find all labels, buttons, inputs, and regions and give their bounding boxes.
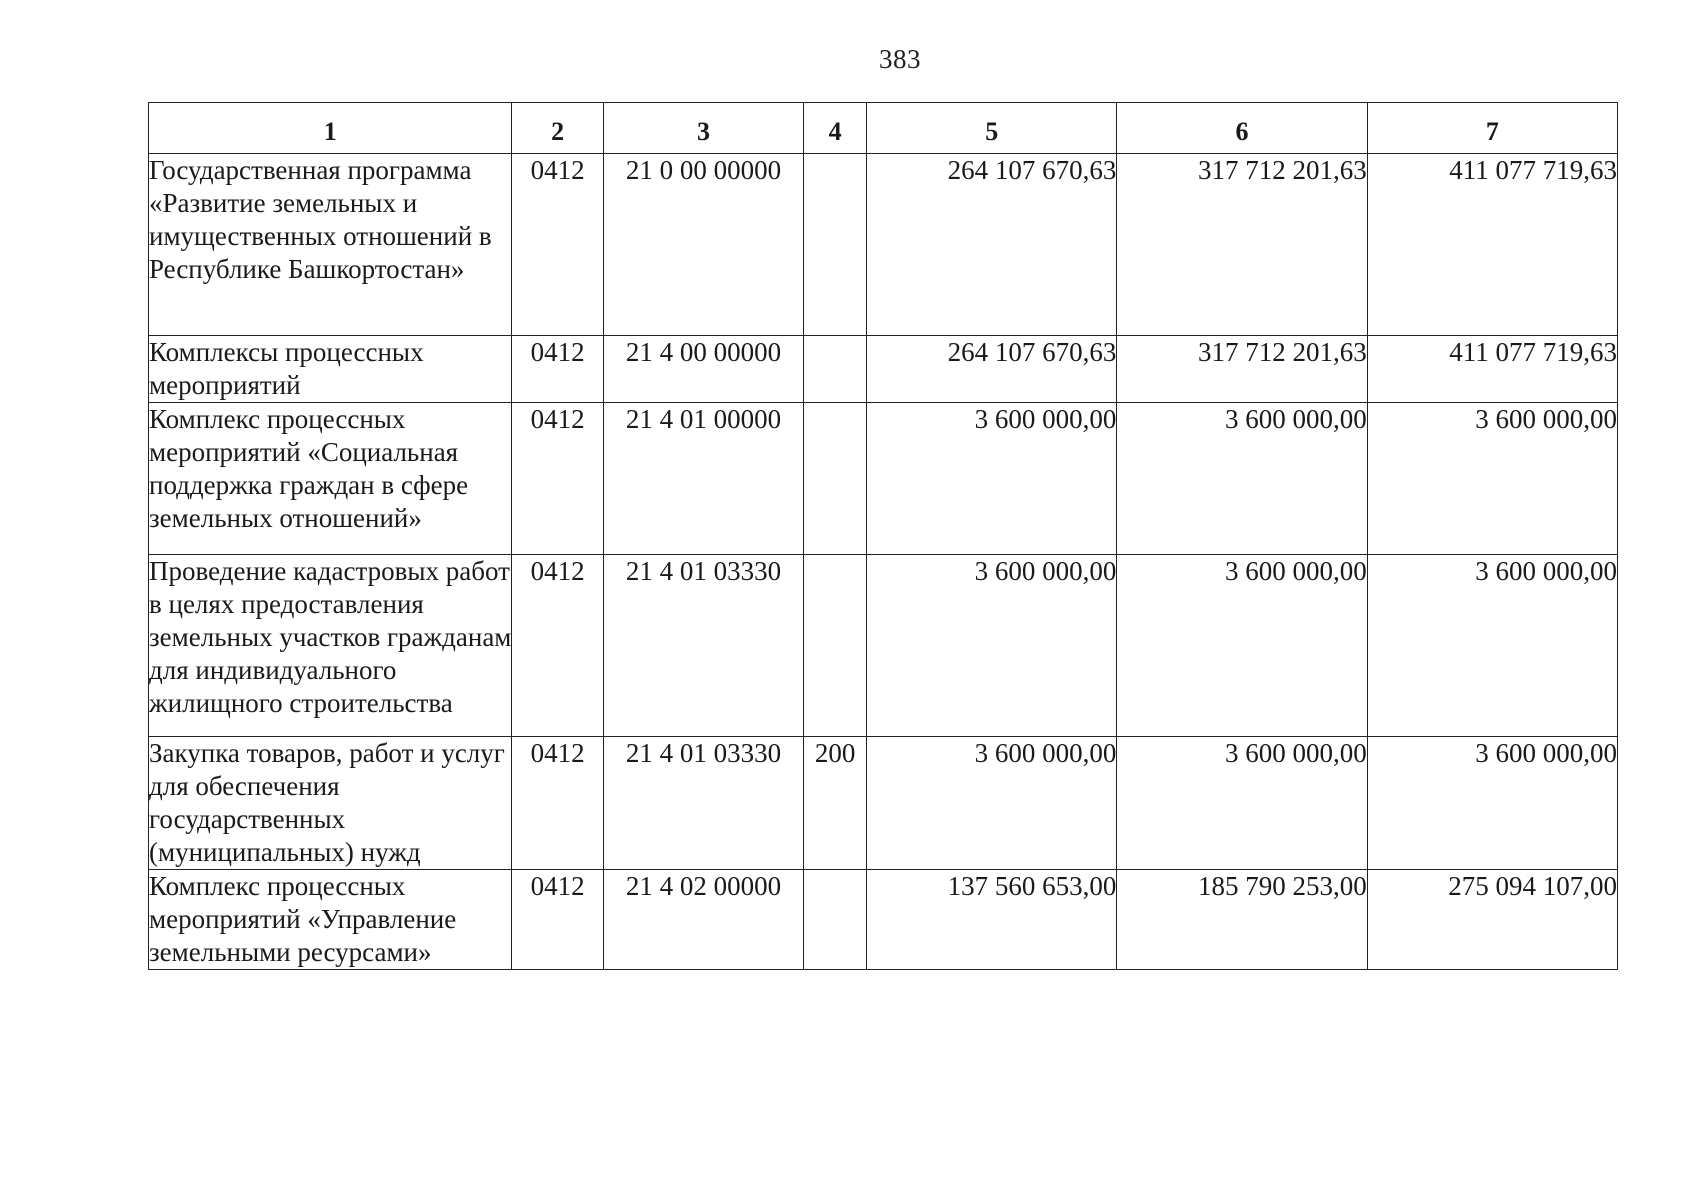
row-target-article: 21 4 01 00000 [603,403,803,555]
row-name: Комплекс процессных мероприятий «Управление земельными ресурсами» [149,870,512,970]
column-header-5: 5 [867,103,1117,154]
row-target-article: 21 4 02 00000 [603,870,803,970]
row-amount-1: 3 600 000,00 [867,555,1117,737]
row-amount-1: 137 560 653,00 [867,870,1117,970]
row-section: 0412 [512,870,603,970]
row-target-article: 21 0 00 00000 [603,154,803,336]
table-row [149,737,1618,870]
row-target-article: 21 4 01 03330 [603,737,803,870]
row-amount-3: 411 077 719,63 [1367,336,1617,403]
column-header-6: 6 [1117,103,1367,154]
row-expense-type [804,555,867,737]
budget-table [148,102,1618,970]
row-section: 0412 [512,737,603,870]
row-amount-2: 317 712 201,63 [1117,336,1367,403]
table-row [149,336,1618,403]
table-row [149,403,1618,555]
row-expense-type [804,870,867,970]
header-row [149,103,1618,154]
table-row [149,555,1618,737]
row-name: Комплекс процессных мероприятий «Социальная поддержка граждан в сфере земельных отношений» [149,403,512,555]
row-name: Государственная программа «Развитие земельных и имущественных отношений в Республике Башкортостан» [149,154,512,336]
row-amount-3: 3 600 000,00 [1367,555,1617,737]
page-number: 383 [879,44,921,74]
table-row [149,870,1618,970]
row-section: 0412 [512,555,603,737]
row-amount-2: 3 600 000,00 [1117,403,1367,555]
table-row [149,154,1618,336]
row-amount-3: 3 600 000,00 [1367,403,1617,555]
row-section: 0412 [512,336,603,403]
row-amount-3: 275 094 107,00 [1367,870,1617,970]
row-amount-2: 3 600 000,00 [1117,737,1367,870]
row-section: 0412 [512,403,603,555]
row-name: Комплексы процессных мероприятий [149,336,512,403]
row-expense-type [804,336,867,403]
row-amount-2: 3 600 000,00 [1117,555,1367,737]
column-header-4: 4 [804,103,867,154]
row-target-article: 21 4 00 00000 [603,336,803,403]
row-name: Закупка товаров, работ и услуг для обеспечения государственных (муниципальных) нужд [149,737,512,870]
row-amount-1: 264 107 670,63 [867,336,1117,403]
row-amount-1: 264 107 670,63 [867,154,1117,336]
row-target-article: 21 4 01 03330 [603,555,803,737]
row-expense-type [804,154,867,336]
row-expense-type [804,403,867,555]
column-header-3: 3 [603,103,803,154]
column-header-2: 2 [512,103,603,154]
column-header-7: 7 [1367,103,1617,154]
row-amount-3: 411 077 719,63 [1367,154,1617,336]
row-amount-3: 3 600 000,00 [1367,737,1617,870]
row-section: 0412 [512,154,603,336]
row-expense-type: 200 [804,737,867,870]
row-amount-1: 3 600 000,00 [867,737,1117,870]
row-amount-1: 3 600 000,00 [867,403,1117,555]
row-name: Проведение кадастровых работ в целях предоставления земельных участков гражданам для индивидуального жилищного строительства [149,555,512,737]
row-amount-2: 317 712 201,63 [1117,154,1367,336]
column-header-1: 1 [149,103,512,154]
row-amount-2: 185 790 253,00 [1117,870,1367,970]
